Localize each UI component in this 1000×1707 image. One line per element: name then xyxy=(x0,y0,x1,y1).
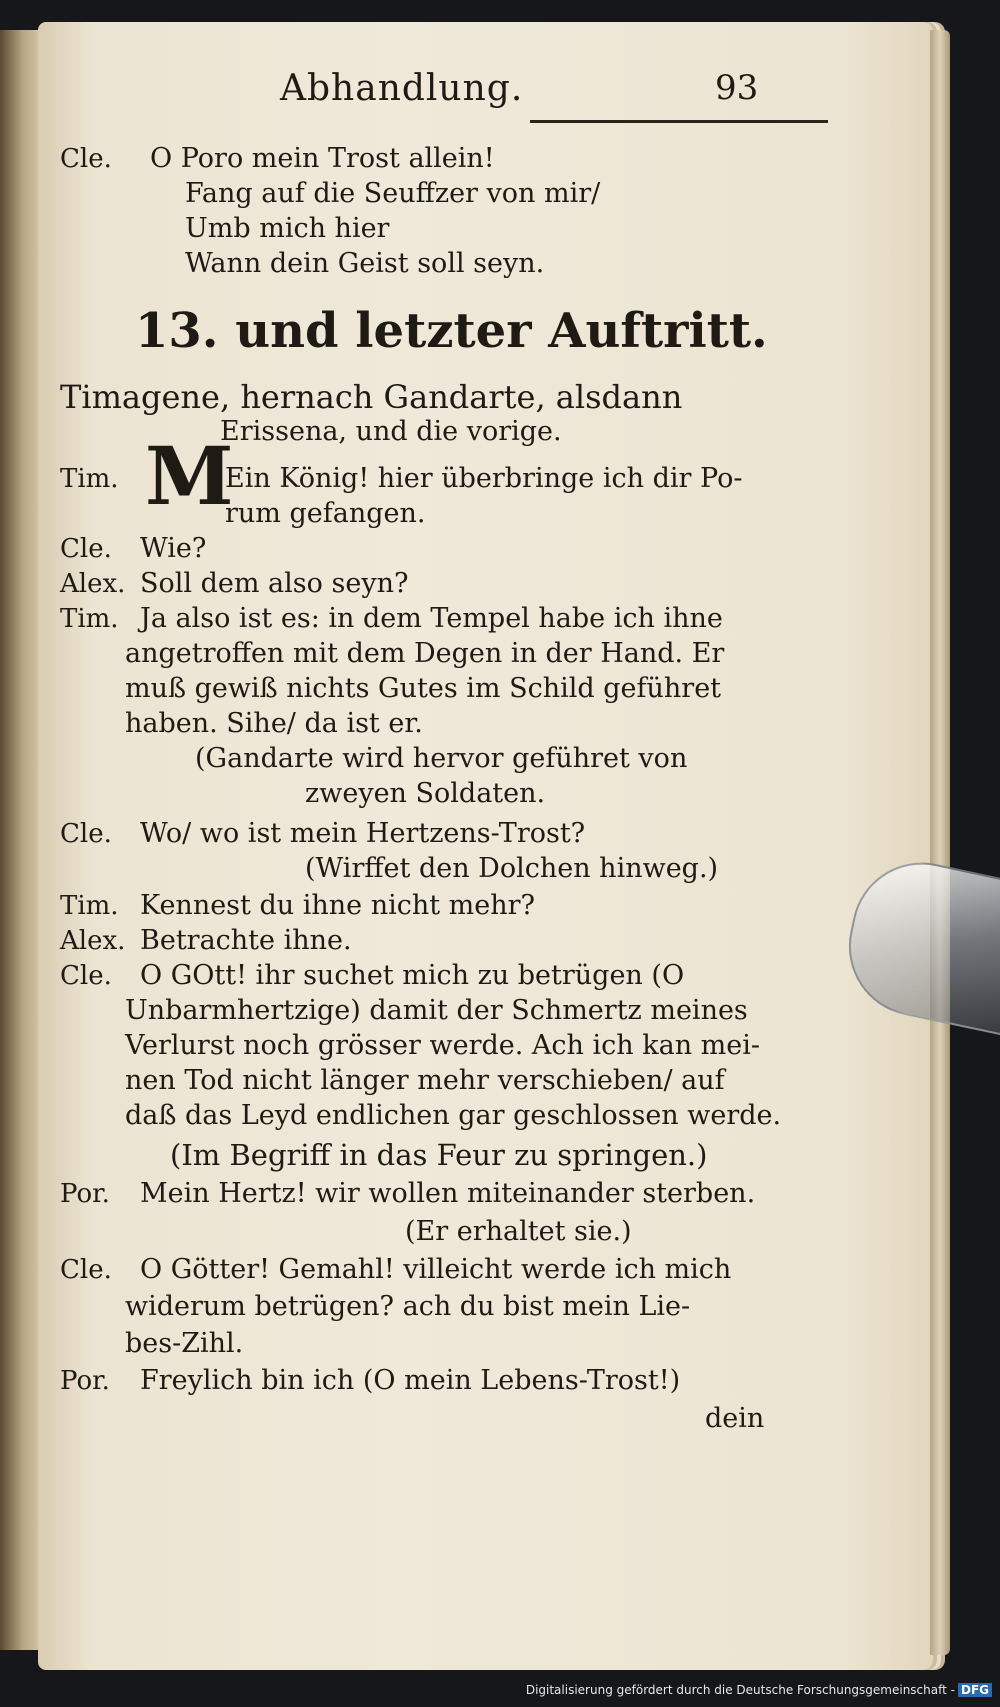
catchword: dein xyxy=(705,1403,765,1434)
page-header xyxy=(60,58,770,118)
speaker-label: Por. xyxy=(60,1366,110,1396)
verse-line: Umb mich hier xyxy=(185,213,390,244)
speaker-label: Alex. xyxy=(60,926,126,956)
speaker-label: Tim. xyxy=(60,604,119,634)
speaker-label: Cle. xyxy=(60,1255,112,1285)
dialogue-text: Freylich bin ich (O mein Lebens-Trost!) xyxy=(140,1365,681,1396)
dialogue-line xyxy=(60,463,743,494)
cast-list: Timagene, hernach Gandarte, alsdann xyxy=(60,378,683,416)
dialogue-line xyxy=(60,925,352,956)
header-rule xyxy=(530,120,828,123)
speaker-label: Cle. xyxy=(60,534,112,564)
dialogue-line xyxy=(60,568,409,599)
dialogue-text: O GOtt! ihr suchet mich zu betrügen (O xyxy=(140,960,685,991)
speaker-label: Alex. xyxy=(60,569,126,599)
dialogue-line xyxy=(60,960,685,991)
right-page-edge xyxy=(930,30,950,1655)
dialogue-line: daß das Leyd endlichen gar geschlossen werde. xyxy=(125,1100,782,1131)
dialogue-line xyxy=(60,603,723,634)
dialogue-line: angetroffen mit dem Degen in der Hand. Er xyxy=(125,638,725,669)
dialogue-line xyxy=(60,890,536,921)
speaker-label: Tim. xyxy=(60,464,119,494)
dialogue-line xyxy=(60,533,207,564)
dfg-logo: DFG xyxy=(958,1683,992,1697)
dialogue-text: Betrachte ihne. xyxy=(140,925,352,956)
dialogue-text: Wo/ wo ist mein Hertzens-Trost? xyxy=(140,818,586,849)
speaker-label: Por. xyxy=(60,1179,110,1209)
dialogue-text: Mein Hertz! wir wollen miteinander sterben. xyxy=(140,1178,756,1209)
dialogue-text: Ein König! hier überbringe ich dir Po- xyxy=(225,463,743,494)
dialogue-line: bes-Zihl. xyxy=(125,1328,244,1359)
dialogue-text: O Götter! Gemahl! villeicht werde ich mich xyxy=(140,1254,732,1285)
dialogue-line xyxy=(60,1254,732,1285)
dialogue-line: Verlurst noch grösser werde. Ach ich kan mei- xyxy=(125,1030,761,1061)
dialogue-line xyxy=(60,1178,756,1209)
speaker-label: Cle. xyxy=(60,961,112,991)
dialogue-text: Kennest du ihne nicht mehr? xyxy=(140,890,536,921)
dialogue-line: widerum betrügen? ach du bist mein Lie- xyxy=(125,1291,691,1322)
dialogue-text: Soll dem also seyn? xyxy=(140,568,409,599)
drop-cap: M xyxy=(145,429,234,523)
dialogue-text: Wie? xyxy=(140,533,207,564)
dialogue-line: haben. Sihe/ da ist er. xyxy=(125,708,423,739)
stage-direction: (Wirffet den Dolchen hinweg.) xyxy=(305,853,719,884)
digitization-credit xyxy=(526,1683,992,1697)
stage-direction: (Er erhaltet sie.) xyxy=(405,1216,632,1247)
page-text xyxy=(60,58,782,1434)
speaker-label: Cle. xyxy=(60,819,112,849)
dialogue-text: Ja also ist es: in dem Tempel habe ich ihne xyxy=(140,603,723,634)
dialogue-line xyxy=(60,1365,681,1396)
verse-line: Fang auf die Seuffzer von mir/ xyxy=(185,178,601,209)
dialogue-line: nen Tod nicht länger mehr verschieben/ auf xyxy=(125,1065,725,1096)
cast-list: Erissena, und die vorige. xyxy=(220,416,562,447)
stage-direction: (Im Begriff in das Feur zu springen.) xyxy=(170,1138,708,1172)
credit-text: Digitalisierung gefördert durch die Deutsche Forschungsgemeinschaft - xyxy=(525,1683,955,1697)
running-title: Abhandlung. xyxy=(280,68,524,109)
speaker-label: Cle. xyxy=(60,144,112,174)
verse-line xyxy=(60,143,495,174)
verse-text: O Poro mein Trost allein! xyxy=(150,143,495,174)
stage-direction: (Gandarte wird hervor geführet von xyxy=(195,743,688,774)
speaker-label: Tim. xyxy=(60,891,119,921)
dialogue-line: rum gefangen. xyxy=(225,498,426,529)
dialogue-line: muß gewiß nichts Gutes im Schild geführet xyxy=(125,673,722,704)
dialogue-line: Unbarmhertzige) damit der Schmertz meines xyxy=(125,995,748,1026)
scene-heading: 13. und letzter Auftritt. xyxy=(135,303,768,359)
stage-direction: zweyen Soldaten. xyxy=(305,778,546,809)
dialogue-line xyxy=(60,818,586,849)
page-number: 93 xyxy=(715,68,759,108)
verse-line: Wann dein Geist soll seyn. xyxy=(185,248,545,279)
